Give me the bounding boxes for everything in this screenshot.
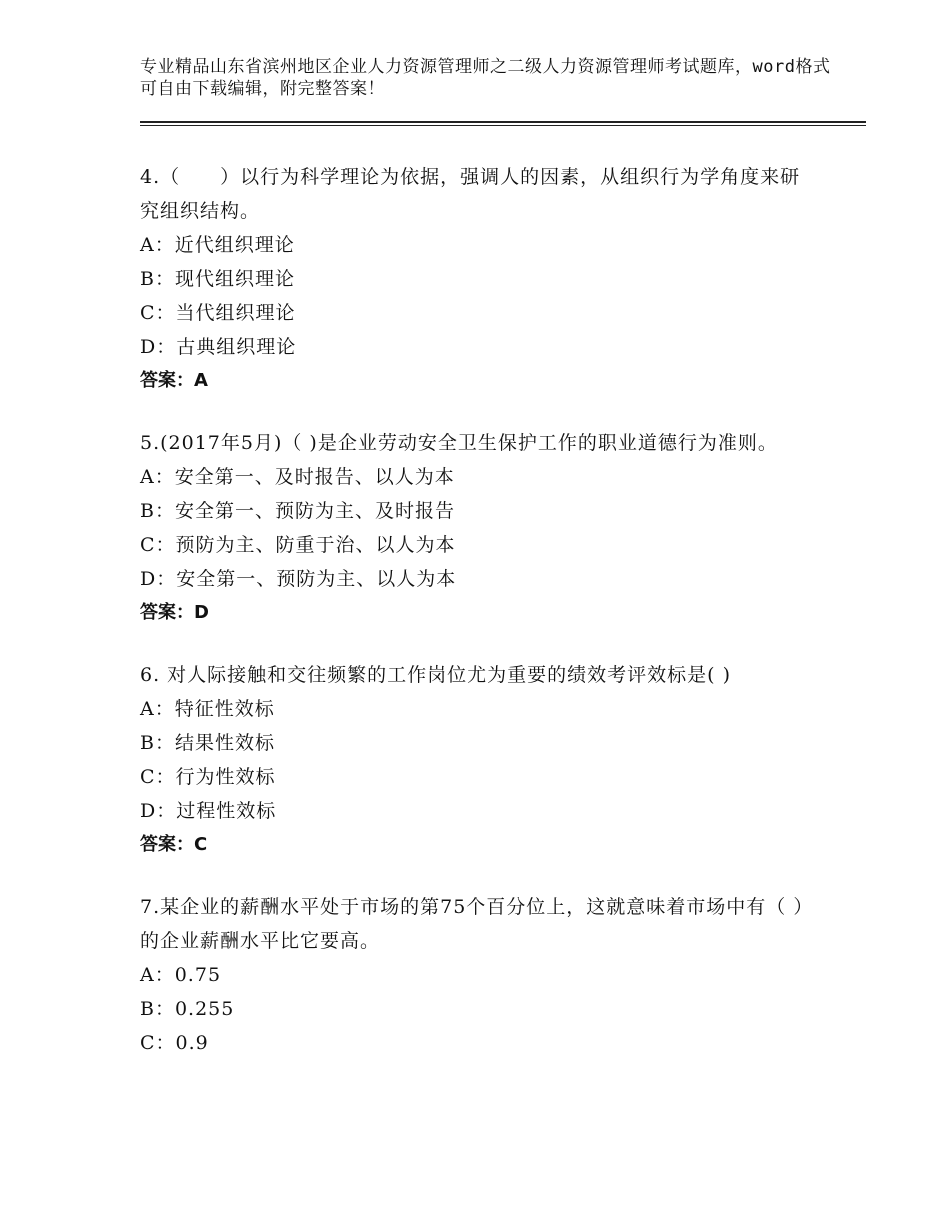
option-b: B：现代组织理论 bbox=[140, 268, 295, 290]
question-7 bbox=[140, 890, 820, 1060]
option-b: B：结果性效标 bbox=[140, 732, 275, 754]
question-text: 7.某企业的薪酬水平处于市场的第75个百分位上，这就意味着市场中有（ ）的企业薪酬水平比它要高。 bbox=[140, 896, 814, 952]
option-c: C：预防为主、防重于治、以人为本 bbox=[140, 534, 456, 556]
document-header bbox=[140, 56, 840, 100]
divider-line-thin bbox=[140, 125, 866, 126]
divider-line-thick bbox=[140, 121, 866, 123]
option-b: B：0.255 bbox=[140, 998, 235, 1020]
question-text: 6. 对人际接触和交往频繁的工作岗位尤为重要的绩效考评效标是( ) bbox=[140, 664, 732, 686]
header-title: 专业精品山东省滨州地区企业人力资源管理师之二级人力资源管理师考试题库，word格式可自由下载编辑，附完整答案！ bbox=[140, 57, 831, 99]
question-4 bbox=[140, 160, 820, 398]
option-d: D：过程性效标 bbox=[140, 800, 277, 822]
option-c: C：0.9 bbox=[140, 1032, 209, 1054]
option-c: C：行为性效标 bbox=[140, 766, 276, 788]
question-6 bbox=[140, 658, 820, 862]
option-d: D：安全第一、预防为主、以人为本 bbox=[140, 568, 457, 590]
header-divider bbox=[140, 121, 866, 126]
option-a: A：特征性效标 bbox=[140, 698, 275, 720]
question-5 bbox=[140, 426, 820, 630]
option-a: A：近代组织理论 bbox=[140, 234, 295, 256]
question-text: 4.（ ）以行为科学理论为依据，强调人的因素，从组织行为学角度来研究组织结构。 bbox=[140, 166, 801, 222]
option-a: A：安全第一、及时报告、以人为本 bbox=[140, 466, 455, 488]
question-list bbox=[140, 160, 820, 1088]
answer-label: 答案：D bbox=[140, 602, 209, 623]
option-b: B：安全第一、预防为主、及时报告 bbox=[140, 500, 455, 522]
answer-label: 答案：A bbox=[140, 370, 208, 391]
option-d: D：古典组织理论 bbox=[140, 336, 297, 358]
answer-label: 答案：C bbox=[140, 834, 208, 855]
option-a: A：0.75 bbox=[140, 964, 222, 986]
question-text: 5.(2017年5月)（ )是企业劳动安全卫生保护工作的职业道德行为准则。 bbox=[140, 432, 778, 454]
option-c: C：当代组织理论 bbox=[140, 302, 296, 324]
